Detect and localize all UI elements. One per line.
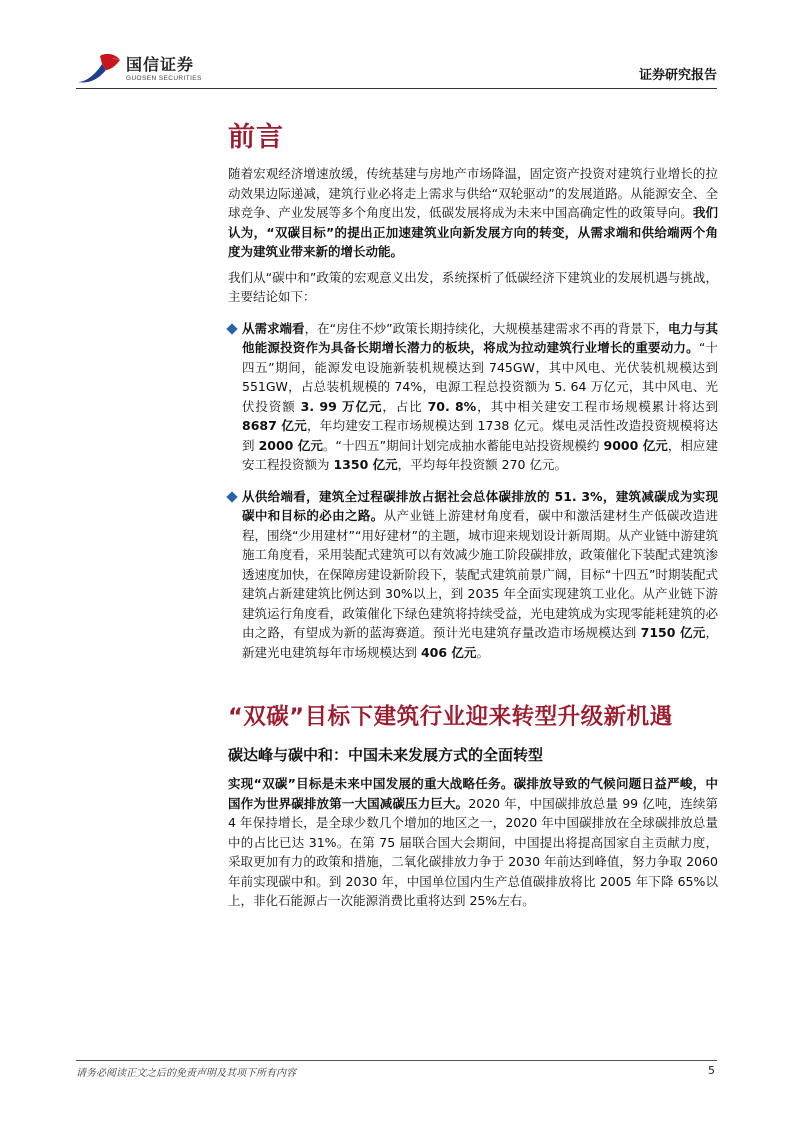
intro-paragraph-1 (228, 164, 718, 262)
body-text: 。 (476, 644, 489, 660)
footer-disclaimer: 请务必阅读正文之后的免责声明及其项下所有内容 (76, 1068, 296, 1079)
bold-text: 8687 亿元 (242, 418, 308, 433)
guosen-logo-icon (76, 52, 122, 86)
section-subheading: 碳达峰与碳中和：中国未来发展方式的全面转型 (228, 746, 544, 764)
bold-text: 3. 99 万亿元 (300, 398, 383, 414)
body-text: ，在“房住不炒”政策长期持续化，大规模基建需求不再的背景下， (304, 320, 668, 336)
body-text: 2020 年，中国碳排放总量 99 亿吨，连续第 4 年保持增长，是全球少数几个增加的地区之一，2020 年中国碳排放在全球碳排放总量中的占比已达 31%。在第 75 届联合国大会期间，中国提出将提高国家自主贡献力度，采取更加有力的政策和措施，二氧化碳排放力争于 2030 年前达到峰值，努力争取 2060 年前实现碳中和。到 2030 年，中国单位国内生产总值碳排放将比 2005 年下降 65%以上，非化石能源占一次能源消费比重将达到 25%左右。 (228, 795, 718, 908)
brand-logo (76, 52, 202, 86)
intro-text: 随着宏观经济增速放缓，传统基建与房地产市场降温，固定资产投资对建筑行业增长的拉动效果边际递减，建筑行业必将走上需求与供给“双轮驱动”的发展道路。从能源安全、全球竞争、产业发展等多个角度出发，低碳发展将成为未来中国高确定性的政策导向。 (228, 166, 718, 220)
body-text: ，相应建安工程投资额为 (242, 437, 718, 472)
diamond-bullet-icon (226, 323, 237, 334)
footer-divider (76, 1060, 717, 1061)
report-type-label: 证券研究报告 (638, 68, 717, 83)
bold-text: 从供给端看，建筑全过程碳排放占据社会总体碳排放的 51. 3%，建筑减碳成为实现碳中和目标的必由之路。 (242, 488, 718, 523)
list-item-demand (228, 319, 718, 475)
bold-text: 9000 亿元 (603, 437, 668, 453)
diamond-bullet-icon (226, 491, 237, 502)
bold-text: 实现“双碳”目标是未来中国发展的重大战略任务。碳排放导致的气候问题日益严峻，中国作为世界碳排放第一大国减碳压力巨大。 (228, 776, 718, 811)
section-heading: “双碳”目标下建筑行业迎来转型升级新机遇 (228, 704, 673, 730)
body-text: ，其中相关建安工程市场规模累计将达到 (476, 398, 718, 414)
body-text: ，年均建安工程市场规模达到 1738 亿元。煤电灵活性改造投资规模将达到 (242, 418, 718, 453)
bold-text: 2000 亿元 (258, 437, 323, 453)
intro-paragraph-2: 我们从“碳中和”政策的宏观意义出发，系统探析了低碳经济下建筑业的发展机遇与挑战，主要结论如下： (228, 269, 718, 304)
body-text: 。“十四五”期间计划完成抽水蓄能电站投资规模约 (322, 437, 604, 453)
body-text: “十四五”期间，能源发电设施新装机规模达到 745GW，其中风电、光伏装机规模达到 551GW，占总装机规模的 74%，电源工程总投资额为 5. 64 万亿元，其中风电、光伏投资额 (242, 340, 718, 414)
page-number: 5 (708, 1064, 715, 1077)
bold-text: 电力与其他能源投资作为具备长期增长潜力的板块，将成为拉动建筑行业增长的重要动力。 (242, 320, 718, 355)
brand-name-en: GUOSEN SECURITIES (126, 74, 202, 82)
bold-text: 406 亿元 (420, 644, 477, 660)
brand-name-cn: 国信证券 (126, 54, 195, 74)
brand-name (126, 56, 202, 83)
section-paragraph (228, 774, 718, 911)
header-divider (76, 88, 717, 89)
intro-emphasis: 我们认为，“双碳目标”的提出正加速建筑业向新发展方向的转变，从需求端和供给端两个角度为建筑业带来新的增长动能。 (228, 205, 718, 259)
list-item-supply (228, 487, 718, 663)
body-text: ，新建光电建筑每年市场规模达到 (242, 625, 718, 660)
page-header (0, 0, 793, 96)
bold-text: 从需求端看 (242, 320, 305, 336)
body-text: ，平均每年投资额 270 亿元。 (397, 457, 567, 472)
bold-text: 1350 亿元 (333, 457, 398, 472)
bold-text: 70. 8% (427, 398, 477, 414)
body-text: ，占比 (382, 398, 428, 414)
conclusion-list (228, 319, 718, 663)
bold-text: 7150 亿元 (640, 625, 706, 640)
body-text: 从产业链上游建材角度看，碳中和激活建材生产低碳改造进程，围绕“少用建材”“用好建材”的主题，城市迎来规划设计新周期。从产业链中游建筑施工角度看，采用装配式建筑可以有效减少施工阶段碳排放，政策催化下装配式建筑渗透速度加快，在保障房建设新阶段下，装配式建筑前景广阔，目标“十四五”时期装配式建筑占新建建筑比例达到 30%以上，到 2035 年全面实现建筑工业化。从产业链下游建筑运行角度看，政策催化下绿色建筑将持续受益，光电建筑成为实现零能耗建筑的必由之路，有望成为新的蓝海赛道。预计光电建筑存量改造市场规模达到 (242, 508, 718, 640)
page-title: 前言 (228, 122, 284, 153)
main-content (228, 118, 718, 674)
